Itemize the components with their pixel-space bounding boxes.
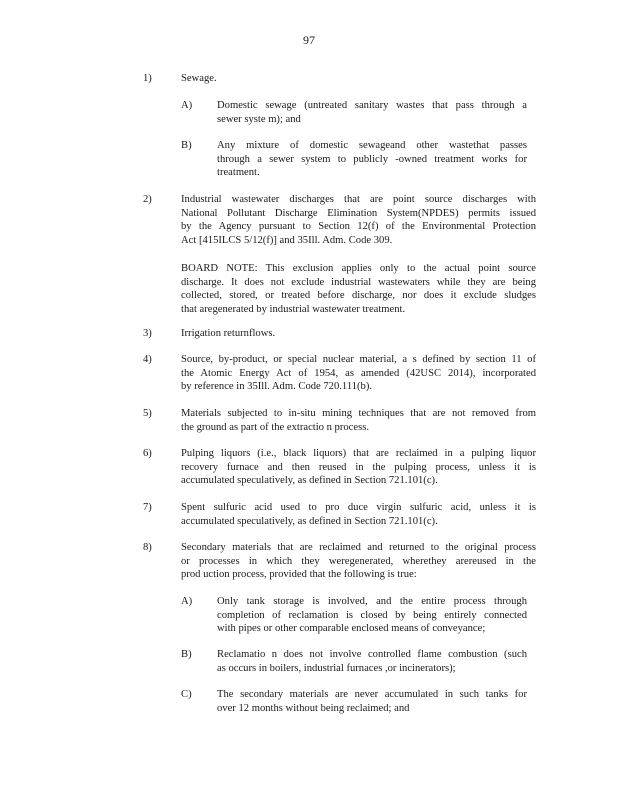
text-line: Spent sulfuric acid used to pro duce virgin sulfuric acid, unless it is bbox=[181, 502, 536, 513]
item-number: 2) bbox=[143, 194, 152, 205]
item-number: 1) bbox=[143, 73, 152, 84]
item-text bbox=[181, 501, 536, 528]
text-line: Pulping liquors (i.e., black liquors) that are reclaimed in a pulping liquor bbox=[181, 448, 536, 459]
board-note-text bbox=[181, 262, 536, 316]
text-line: collected, stored, or treated before discharge, nor does it exclude sludges bbox=[181, 290, 536, 302]
item-text bbox=[181, 353, 536, 394]
text-line: Domestic sewage (untreated sanitary wastes that pass through a bbox=[217, 100, 527, 111]
item-number: 8) bbox=[143, 542, 152, 553]
text-line: sewer syste m); and bbox=[217, 113, 301, 125]
text-line: completion of reclamation is closed by being entirely connected bbox=[217, 609, 527, 621]
text-line: or processes in which they weregenerated, wherethey arereused in the bbox=[181, 555, 536, 567]
text-line: treatment. bbox=[217, 167, 260, 179]
text-line: recovery furnace and then reused in the pulping process, unless it is bbox=[181, 461, 536, 473]
text-line: Reclamatio n does not involve controlled flame combustion (such bbox=[217, 649, 527, 660]
text-line: Materials subjected to in-situ mining techniques that are not removed from bbox=[181, 408, 536, 419]
text-line: Irrigation returnflows. bbox=[181, 328, 276, 339]
text-line: Industrial wastewater discharges that are point source discharges with bbox=[181, 194, 536, 205]
item-text bbox=[181, 541, 536, 582]
text-line: as occurs in boilers, industrial furnaces ,or incinerators); bbox=[217, 662, 456, 674]
page-number: 97 bbox=[303, 33, 315, 47]
item-text bbox=[217, 688, 527, 715]
item-text bbox=[181, 193, 536, 247]
item-number: 6) bbox=[143, 448, 152, 459]
text-line: over 12 months without being reclaimed; and bbox=[217, 702, 410, 714]
text-line: accumulated speculatively, as defined in Section 721.101(c). bbox=[181, 475, 438, 487]
item-text bbox=[217, 99, 527, 126]
item-number: A) bbox=[181, 596, 193, 607]
item-number: 4) bbox=[143, 354, 152, 365]
text-line: National Pollutant Discharge Elimination System(NPDES) permits issued bbox=[181, 207, 536, 219]
text-line: Sewage. bbox=[181, 73, 217, 84]
text-line: Only tank storage is involved, and the entire process through bbox=[217, 596, 527, 607]
text-line: with pipes or other comparable enclosed means of conveyance; bbox=[217, 623, 486, 635]
item-text bbox=[217, 595, 527, 636]
text-line: Secondary materials that are reclaimed and returned to the original process bbox=[181, 542, 536, 553]
item-text bbox=[181, 327, 536, 341]
text-line: accumulated speculatively, as defined in Section 721.101(c). bbox=[181, 515, 438, 527]
item-number: B) bbox=[181, 140, 192, 151]
item-text bbox=[181, 407, 536, 434]
text-line: Any mixture of domestic sewageand other wastethat passes bbox=[217, 140, 527, 151]
item-text bbox=[181, 72, 536, 86]
item-text bbox=[217, 139, 527, 180]
text-line: Act [415ILCS 5/12(f)] and 35Ill. Adm. Code 309. bbox=[181, 234, 393, 246]
text-line: BOARD NOTE: This exclusion applies only to the actual point source bbox=[181, 263, 536, 274]
text-line: the ground as part of the extractio n process. bbox=[181, 421, 369, 433]
item-number: A) bbox=[181, 100, 193, 111]
item-text bbox=[181, 447, 536, 488]
item-number: 3) bbox=[143, 328, 152, 339]
text-line: by the Agency pursuant to Section 12(f) of the Environmental Protection bbox=[181, 221, 536, 233]
item-number: B) bbox=[181, 649, 192, 660]
item-number: 7) bbox=[143, 502, 152, 513]
text-line: discharge. It does not exclude industrial wastewaters while they are being bbox=[181, 276, 536, 288]
text-line: the Atomic Energy Act of 1954, as amended (42USC 2014), incorporated bbox=[181, 367, 536, 379]
text-line: through a sewer system to publicly -owned treatment works for bbox=[217, 153, 527, 165]
text-line: prod uction process, provided that the following is true: bbox=[181, 569, 417, 581]
item-number: C) bbox=[181, 689, 192, 700]
text-line: that aregenerated by industrial wastewater treatment. bbox=[181, 303, 406, 315]
text-line: The secondary materials are never accumulated in such tanks for bbox=[217, 689, 527, 700]
text-line: Source, by-product, or special nuclear material, a s defined by section 11 of bbox=[181, 354, 536, 365]
text-line: by reference in 35Ill. Adm. Code 720.111(b). bbox=[181, 381, 373, 393]
item-text bbox=[217, 648, 527, 675]
item-number: 5) bbox=[143, 408, 152, 419]
